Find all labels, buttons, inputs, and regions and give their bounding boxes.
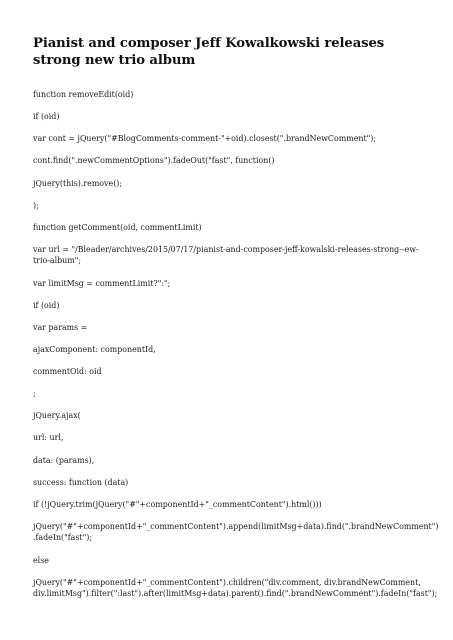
code-line-limit-msg: var limitMsg = commentLimit?":"; — [33, 279, 171, 288]
code-line-success: success: function (data) — [33, 478, 129, 487]
code-line-children: jQuery("#"+componentId+"_commentContent").children("div.comment, div.brandNewComment, div.limitMsg").filter(":last").after(limitMsg+data).parent().find(".brandNewComment").fadeIn("fast"); — [33, 578, 438, 598]
code-line-var-params: var params = — [33, 323, 88, 332]
code-line-var-cont: var cont = jQuery("#BlogComments-comment-"+oid).closest(".brandNewComment"); — [33, 134, 376, 143]
code-line-var-url: var url = "/Bleader/archives/2015/07/17/pianist-and-composer-jeff-kowalski-releases-strong--ew-trio-album"; — [33, 245, 419, 265]
code-line-get-comment: function getComment(oid, commentLimit) — [33, 223, 202, 232]
code-line-remove: jQuery(this).remove(); — [33, 179, 123, 188]
code-line-if-oid-2: if (oid) — [33, 301, 60, 310]
code-line-comment-oid: commentOid: oid — [33, 367, 102, 376]
code-line-append: jQuery("#"+componentId+"_commentContent").append(limitMsg+data).find(".brandNewComment") .fadeIn("fast"); — [33, 522, 439, 542]
code-line-url: url: url, — [33, 433, 64, 442]
article-title: Pianist and composer Jeff Kowalkowski releases strong new trio album — [33, 36, 385, 68]
code-line-data: data: (params), — [33, 456, 95, 465]
code-line-else: else — [33, 556, 49, 565]
code-line-if-trim: if (!jQuery.trim(jQuery("#"+componentId+"_commentContent").html())) — [33, 500, 322, 509]
code-line-cont-find: cont.find(".newCommentOptions").fadeOut("fast", function() — [33, 156, 275, 165]
code-line-if-oid: if (oid) — [33, 112, 60, 121]
code-line-jquery-ajax: jQuery.ajax( — [33, 411, 81, 420]
code-line-semicolon: ; — [33, 389, 36, 398]
code-line-ajax-component: ajaxComponent: componentId, — [33, 345, 156, 354]
code-line-close-paren: ); — [33, 201, 39, 210]
code-line-remove-edit: function removeEdit(oid) — [33, 90, 134, 99]
